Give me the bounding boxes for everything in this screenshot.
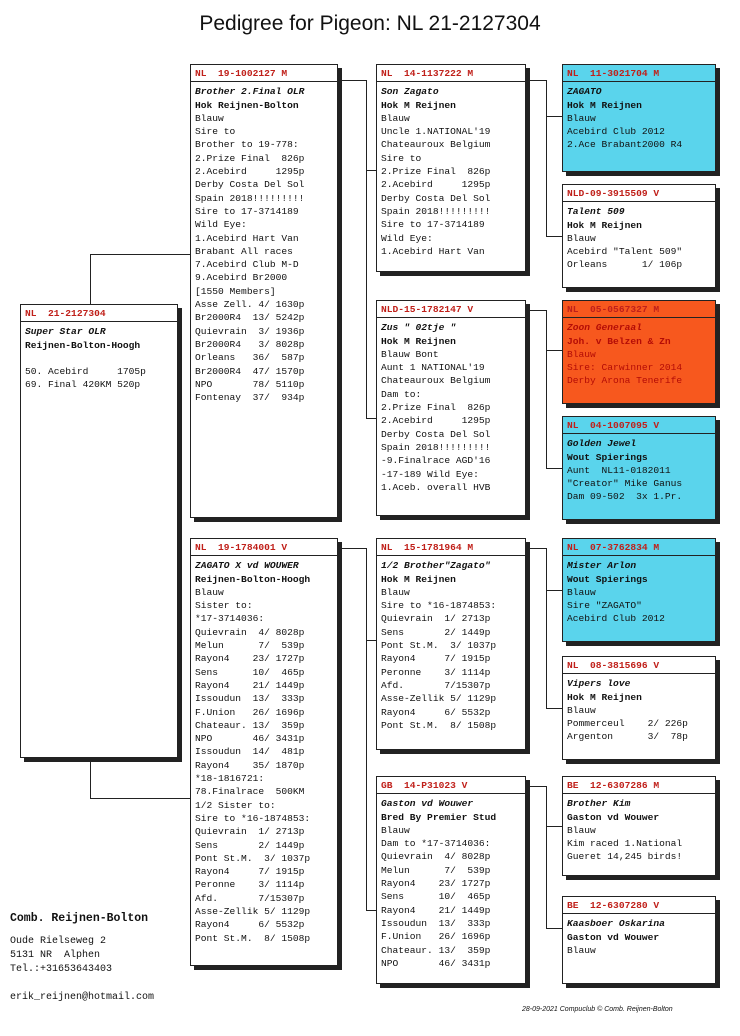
info-line: Quievrain 1/ 2713p	[381, 613, 491, 625]
info-line: -9.Finalrace AGD'16	[381, 455, 491, 467]
info-line: Sens 10/ 465p	[195, 666, 305, 678]
ring-number: NL 05-0567327 M	[563, 303, 715, 318]
connector-line	[546, 708, 562, 709]
info-line: 1.Acebird Hart Van	[381, 245, 485, 257]
owner-name: Hok M Reijnen	[567, 219, 642, 231]
ring-number: NLD-15-1782147 V	[377, 303, 525, 318]
connector-line	[338, 80, 366, 81]
connector-line	[526, 80, 546, 81]
owner-name: Hok M Reijnen	[381, 335, 456, 347]
info-line: Issoudun 14/ 481p	[195, 746, 305, 758]
info-line: Rayon4 35/ 1870p	[195, 759, 305, 771]
info-line: Sens 2/ 1449p	[381, 626, 491, 638]
pigeon-card-ssd	[562, 184, 716, 288]
info-line: Chateauroux Belgium	[381, 375, 491, 387]
pigeon-name: Zus " 02tje "	[381, 322, 456, 334]
info-line: Acebird Club 2012	[567, 126, 665, 138]
info-line: Sens 2/ 1449p	[195, 839, 305, 851]
pigeon-card-sire	[190, 64, 338, 518]
info-line: Peronne 3/ 1114p	[195, 879, 305, 891]
info-line: Blauw	[567, 586, 596, 598]
info-line: NPO 46/ 3431p	[195, 733, 305, 745]
ring-number: BE 12-6307286 M	[563, 779, 715, 794]
info-line: Pont St.M. 8/ 1508p	[195, 932, 311, 944]
info-line: Afd. 7/15307p	[381, 679, 491, 691]
info-line: Rayon4 7/ 1915p	[195, 866, 305, 878]
info-line: Dam to *17-3714036:	[381, 838, 491, 850]
owner-name: Hok M Reijnen	[381, 573, 456, 585]
info-line: Blauw	[567, 232, 596, 244]
pigeon-name: Brother Kim	[567, 798, 631, 810]
info-line: [1550 Members]	[195, 285, 276, 297]
connector-line	[90, 798, 192, 799]
owner-name: Hok Reijnen-Bolton	[195, 99, 299, 111]
info-line: Acebird "Talent 509"	[567, 246, 683, 258]
info-line: Rayon4 6/ 5532p	[195, 919, 305, 931]
connector-line	[546, 80, 547, 236]
info-line: 1.Aceb. overall HVB	[381, 481, 491, 493]
info-line: Argenton 3/ 78p	[567, 731, 688, 743]
connector-line	[366, 80, 367, 418]
info-line: Gueret 14,245 birds!	[567, 851, 683, 863]
connector-line	[546, 826, 562, 827]
info-line: Chateauroux Belgium	[381, 139, 491, 151]
pigeon-card-dam-sire	[376, 538, 526, 750]
info-line: Rayon4 21/ 1449p	[381, 904, 491, 916]
info-line: Asse Zell. 4/ 1630p	[195, 299, 305, 311]
info-line: Brabant All races	[195, 245, 293, 257]
info-line: *18-1816721:	[195, 773, 265, 785]
info-line: Aunt NL11-0182011	[567, 464, 671, 476]
connector-line	[546, 468, 562, 469]
info-line: Derby Costa Del Sol	[381, 192, 491, 204]
owner-name: Wout Spierings	[567, 451, 648, 463]
info-line: Uncle 1.NATIONAL'19	[381, 126, 491, 138]
info-line: Spain 2018!!!!!!!!!	[195, 192, 305, 204]
pigeon-name: ZAGATO	[567, 86, 602, 98]
info-line: NPO 78/ 5110p	[195, 378, 305, 390]
ring-number: NL 08-3815696 V	[563, 659, 715, 674]
owner-name: Hok M Reijnen	[567, 691, 642, 703]
connector-line	[338, 548, 366, 549]
connector-line	[526, 786, 546, 787]
info-line: Kim raced 1.National	[567, 838, 683, 850]
info-line: Sire to *16-1874853:	[381, 600, 497, 612]
pigeon-card-main	[20, 304, 178, 758]
info-line: Rayon4 7/ 1915p	[381, 653, 491, 665]
ring-number: GB 14-P31023 V	[377, 779, 525, 794]
ring-number: BE 12-6307280 V	[563, 899, 715, 914]
pigeon-card-sire-sire	[376, 64, 526, 272]
info-line: Dam 09-502 3x 1.Pr.	[567, 491, 683, 503]
info-line: Sire to 17-3714189	[381, 219, 485, 231]
info-line: 2.Acebird 1295p	[195, 166, 305, 178]
info-line: Quievrain 1/ 2713p	[195, 826, 305, 838]
info-line: Sire to	[381, 152, 422, 164]
pigeon-name: Zoon Generaal	[567, 322, 642, 334]
info-line: Chateaur. 13/ 359p	[381, 944, 491, 956]
info-line: Blauw	[567, 704, 596, 716]
phone-line: Tel.:+31653643403	[10, 964, 113, 975]
ring-number: NL 15-1781964 M	[377, 541, 525, 556]
ring-number: NL 04-1007095 V	[563, 419, 715, 434]
pigeon-name: Golden Jewel	[567, 438, 637, 450]
info-line: Sens 10/ 465p	[381, 891, 491, 903]
info-line: F.Union 26/ 1696p	[195, 706, 305, 718]
info-line: 78.Finalrace 500KM	[195, 786, 305, 798]
ring-number: NL 07-3762834 M	[563, 541, 715, 556]
info-line: Blauw	[381, 586, 410, 598]
info-line: Acebird Club 2012	[567, 613, 665, 625]
info-line: "Creator" Mike Ganus	[567, 478, 683, 490]
owner-name: Reijnen-Bolton-Hoogh	[195, 573, 311, 585]
info-line: 2.Prize Final 826p	[195, 152, 305, 164]
pigeon-name: Vipers love	[567, 678, 631, 690]
info-line: -17-189 Wild Eye:	[381, 468, 479, 480]
info-line: Derby Costa Del Sol	[195, 179, 305, 191]
info-line: 9.Acebird Br2000	[195, 272, 288, 284]
info-line: Br2000R4 13/ 5242p	[195, 312, 305, 324]
info-line: Blauw Bont	[381, 348, 439, 360]
info-line: Orleans 1/ 106p	[567, 259, 683, 271]
info-line: Asse-Zellik 5/ 1129p	[195, 906, 311, 918]
info-line: F.Union 26/ 1696p	[381, 931, 491, 943]
info-line: Peronne 3/ 1114p	[381, 666, 491, 678]
ring-number: NL 11-3021704 M	[563, 67, 715, 82]
owner-name: Hok M Reijnen	[381, 99, 456, 111]
info-line: Asse-Zellik 5/ 1129p	[381, 693, 497, 705]
pigeon-card-sds	[562, 300, 716, 404]
pigeon-card-sdd	[562, 416, 716, 520]
owner-name: Hok M Reijnen	[567, 99, 642, 111]
info-line: Br2000R4 3/ 8028p	[195, 338, 305, 350]
info-line: 2.Acebird 1295p	[381, 415, 491, 427]
info-line: Dam to:	[381, 388, 422, 400]
page-title: Pedigree for Pigeon: NL 21-2127304	[199, 12, 541, 35]
connector-line	[546, 350, 562, 351]
pigeon-card-sire-dam	[376, 300, 526, 516]
info-line: Br2000R4 47/ 1570p	[195, 365, 305, 377]
connector-line	[546, 548, 547, 708]
info-line: Spain 2018!!!!!!!!!	[381, 441, 491, 453]
info-line: Pont St.M. 3/ 1037p	[381, 640, 497, 652]
info-line: Pommerceul 2/ 226p	[567, 718, 688, 730]
owner-name: Gaston vd Wouwer	[567, 811, 660, 823]
pigeon-name: Kaasboer Oskarina	[567, 918, 665, 930]
info-line: Wild Eye:	[381, 232, 433, 244]
ring-number: NL 14-1137222 M	[377, 67, 525, 82]
connector-line	[546, 928, 562, 929]
pigeon-card-dam	[190, 538, 338, 966]
info-line: Rayon4 6/ 5532p	[381, 706, 491, 718]
info-line: Rayon4 23/ 1727p	[195, 653, 305, 665]
info-line: 2.Ace Brabant2000 R4	[567, 139, 683, 151]
connector-line	[546, 590, 562, 591]
pigeon-name: Son Zagato	[381, 86, 439, 98]
ring-number: NLD-09-3915509 V	[563, 187, 715, 202]
info-line: Blauw	[195, 112, 224, 124]
info-line: 2.Prize Final 826p	[381, 402, 491, 414]
info-line: Pont St.M. 3/ 1037p	[195, 852, 311, 864]
connector-line	[546, 116, 562, 117]
connector-line	[366, 548, 367, 910]
connector-line	[526, 310, 546, 311]
connector-line	[90, 758, 91, 798]
info-line: 2.Prize Final 826p	[381, 166, 491, 178]
info-line: 7.Acebird Club M-D	[195, 259, 299, 271]
info-line: Blauw	[567, 348, 596, 360]
pigeon-card-dss	[562, 538, 716, 642]
owner-name: Wout Spierings	[567, 573, 648, 585]
info-line: Wild Eye:	[195, 219, 247, 231]
info-line: Blauw	[381, 112, 410, 124]
owner-name: Joh. v Belzen & Zn	[567, 335, 671, 347]
info-line: Issoudun 13/ 333p	[381, 917, 491, 929]
address-line: 5131 NR Alphen	[10, 950, 101, 961]
pigeon-name: Super Star OLR	[25, 326, 106, 338]
info-line: Melun 7/ 539p	[381, 864, 491, 876]
ring-number: NL 19-1002127 M	[191, 67, 337, 82]
pigeon-name: Brother 2.Final OLR	[195, 86, 305, 98]
info-line: Rayon4 23/ 1727p	[381, 878, 491, 890]
connector-line	[90, 254, 91, 304]
info-line: Pont St.M. 8/ 1508p	[381, 719, 497, 731]
owner-name: Gaston vd Wouwer	[567, 931, 660, 943]
pigeon-card-dds	[562, 776, 716, 876]
info-line: Sire to	[195, 126, 236, 138]
ring-number: NL 21-2127304	[21, 307, 177, 322]
info-line: Chateaur. 13/ 359p	[195, 719, 305, 731]
info-line: Derby Arona Tenerife	[567, 375, 683, 387]
info-line: Blauw	[195, 586, 224, 598]
info-line: 69. Final 420KM 520p	[25, 379, 141, 391]
pigeon-card-dsd	[562, 656, 716, 760]
info-line: NPO 46/ 3431p	[381, 957, 491, 969]
info-line: Issoudun 13/ 333p	[195, 693, 305, 705]
info-line: Sire "ZAGATO"	[567, 600, 642, 612]
info-line: *17-3714036:	[195, 613, 265, 625]
pigeon-name: Mister Arlon	[567, 560, 637, 572]
info-line: 2.Acebird 1295p	[381, 179, 491, 191]
info-line: Brother to 19-778:	[195, 139, 299, 151]
info-line: 1/2 Sister to:	[195, 799, 276, 811]
owner-name: Reijnen-Bolton-Hoogh	[25, 339, 141, 351]
info-line: Sire to 17-3714189	[195, 205, 299, 217]
info-line: Blauw	[567, 112, 596, 124]
info-line: Blauw	[567, 824, 596, 836]
info-line: Fontenay 37/ 934p	[195, 392, 305, 404]
pigeon-name: ZAGATO X vd WOUWER	[195, 560, 299, 572]
ring-number: NL 19-1784001 V	[191, 541, 337, 556]
email-link[interactable]: erik_reijnen@hotmail.com	[10, 992, 155, 1003]
info-line: Quievrain 4/ 8028p	[195, 626, 305, 638]
pigeon-name: Talent 509	[567, 206, 625, 218]
info-line: Rayon4 21/ 1449p	[195, 679, 305, 691]
connector-line	[526, 548, 546, 549]
pigeon-card-dam-dam	[376, 776, 526, 984]
print-stamp: 28-09-2021 Compuclub © Comb. Reijnen-Bolton	[522, 1006, 673, 1013]
info-line: Sire to *16-1874853:	[195, 812, 311, 824]
info-line: Sire: Carwinner 2014	[567, 362, 683, 374]
info-line: Blauw	[381, 824, 410, 836]
info-line: Quievrain 3/ 1936p	[195, 325, 305, 337]
pigeon-card-ddd	[562, 896, 716, 984]
breeder-address	[10, 935, 112, 977]
pigeon-card-sss	[562, 64, 716, 172]
connector-line	[546, 236, 562, 237]
info-line: Quievrain 4/ 8028p	[381, 851, 491, 863]
info-line: Orleans 36/ 587p	[195, 352, 305, 364]
info-line: Aunt 1 NATIONAL'19	[381, 362, 485, 374]
connector-line	[546, 786, 547, 928]
info-line: 1.Acebird Hart Van	[195, 232, 299, 244]
info-line	[25, 352, 173, 365]
breeder-name: Comb. Reijnen-Bolton	[10, 912, 149, 925]
address-line: Oude Rielseweg 2	[10, 936, 107, 947]
connector-line	[90, 254, 192, 255]
pigeon-name: 1/2 Brother"Zagato"	[381, 560, 491, 572]
info-line: Sister to:	[195, 600, 253, 612]
info-line: Spain 2018!!!!!!!!!	[381, 205, 491, 217]
info-line: Afd. 7/15307p	[195, 892, 305, 904]
info-line: Derby Costa Del Sol	[381, 428, 491, 440]
info-line: Blauw	[567, 944, 596, 956]
connector-line	[546, 310, 547, 468]
pigeon-name: Gaston vd Wouwer	[381, 798, 474, 810]
info-line: 50. Acebird 1705p	[25, 366, 146, 378]
owner-name: Bred By Premier Stud	[381, 811, 497, 823]
info-line: Melun 7/ 539p	[195, 640, 305, 652]
